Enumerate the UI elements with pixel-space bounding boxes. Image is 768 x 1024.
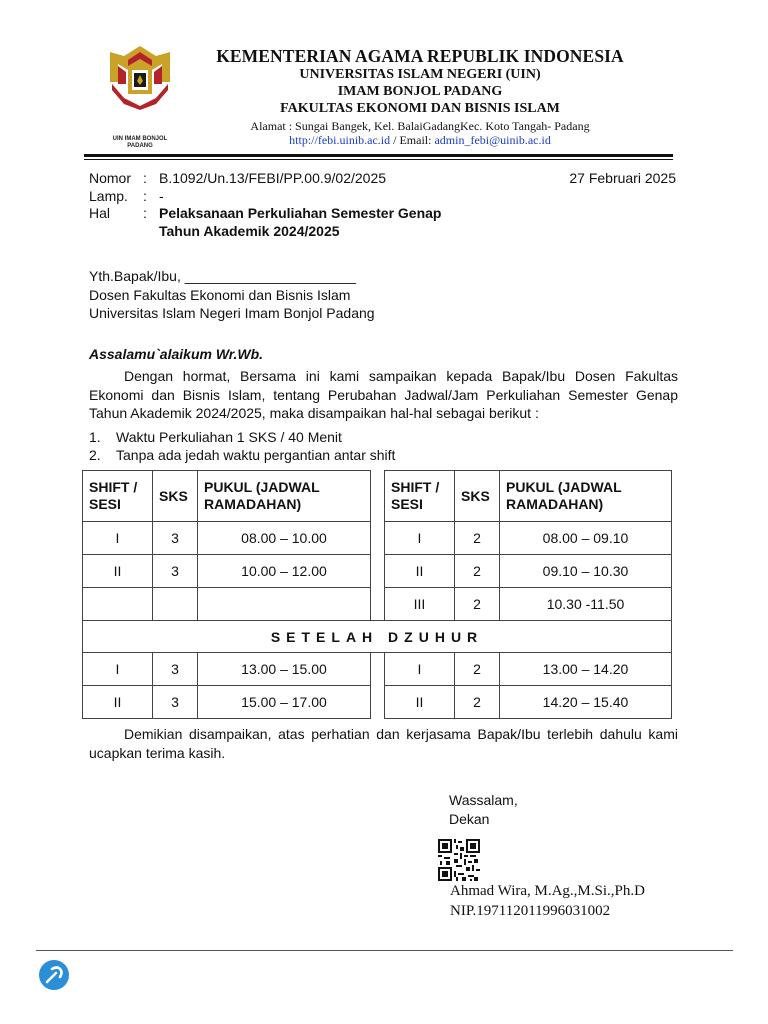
lamp-label: Lamp.: [89, 187, 128, 204]
signer-title: Dekan: [449, 811, 490, 827]
colon: :: [143, 170, 147, 186]
hal-row: [89, 205, 679, 240]
header-sks-right: SKS: [455, 471, 500, 522]
cell-shift-right: II: [385, 686, 455, 719]
cell-sks-right: 2: [455, 555, 500, 588]
letterhead-thick-rule: [84, 154, 673, 157]
letterhead-thin-rule: [84, 159, 673, 160]
website-link[interactable]: http://febi.uinib.ac.id: [289, 133, 391, 147]
addressee: [89, 267, 375, 323]
intro-paragraph: Dengan hormat, Bersama ini kami sampaikan kepada Bapak/Ibu Dosen Fakultas Ekonomi dan Bisnis Islam, tentang Perubahan Jadwal/Jam Perkuliahan Semester Genap Tahun Akademik 2024/2025, maka disampaikan hal-hal sebagai berikut :: [89, 368, 678, 421]
cell-time-right: 13.00 – 14.20: [500, 653, 672, 686]
cell-time-left: 08.00 – 10.00: [198, 522, 371, 555]
table-row: [83, 555, 672, 588]
lamp-value: -: [159, 187, 164, 204]
hal-line-2: Tahun Akademik 2024/2025: [159, 222, 340, 239]
cell-time-right: 09.10 – 10.30: [500, 555, 672, 588]
university-name: IMAM BONJOL PADANG: [337, 84, 503, 99]
cell-shift-right: I: [385, 522, 455, 555]
addressee-line-3: Universitas Islam Negeri Imam Bonjol Padang: [89, 305, 375, 321]
header-sks-left: SKS: [153, 471, 198, 522]
hal-line-1: Pelaksanaan Perkuliahan Semester Genap: [159, 205, 442, 221]
signer-info: [450, 881, 645, 921]
table-gap: [371, 555, 385, 588]
cell-sks-right: 2: [455, 588, 500, 621]
header-pukul-left: PUKUL (JADWAL RAMADAHAN): [198, 471, 371, 522]
address: Alamat : Sungai Bangek, Kel. BalaiGadangKec. Koto Tangah- Padang: [250, 119, 590, 133]
separator-label: SETELAH DZUHUR: [83, 621, 672, 653]
cell-sks-right: 2: [455, 686, 500, 719]
cell-shift-right: I: [385, 653, 455, 686]
colon: :: [143, 187, 147, 204]
nomor-value: B.1092/Un.13/FEBI/PP.00.9/02/2025: [159, 170, 387, 186]
email-separator: / Email:: [390, 133, 435, 147]
table-header-row: [83, 471, 672, 522]
cell-sks-left: [153, 588, 198, 621]
closing-paragraph: Demikian disampaikan, atas perhatian dan kerjasama Bapak/Ibu terlebih dahulu kami ucapkan terima kasih.: [89, 726, 678, 761]
list-number: 2.: [89, 447, 101, 463]
cell-time-right: 14.20 – 15.40: [500, 686, 672, 719]
cell-shift-right: III: [385, 588, 455, 621]
cell-sks-left: 3: [153, 555, 198, 588]
table-row: [83, 653, 672, 686]
cell-sks-left: 3: [153, 686, 198, 719]
header-pukul-right: PUKUL (JADWAL RAMADAHAN): [500, 471, 672, 522]
cell-sks-right: 2: [455, 653, 500, 686]
cell-shift-left: II: [83, 555, 153, 588]
list-number: 1.: [89, 429, 101, 445]
cell-time-right: 08.00 – 09.10: [500, 522, 672, 555]
hal-label: Hal: [89, 205, 111, 221]
cell-shift-left: I: [83, 522, 153, 555]
signer-nip: NIP.197112011996031002: [450, 903, 611, 919]
signature-block: [449, 791, 518, 829]
table-gap: [371, 653, 385, 686]
greeting: Assalamu`alaikum Wr.Wb.: [89, 346, 264, 362]
table-gap: [371, 522, 385, 555]
contact-line: [190, 133, 650, 148]
cell-time-left: [198, 588, 371, 621]
faculty-name: FAKULTAS EKONOMI DAN BISNIS ISLAM: [280, 101, 560, 116]
cell-sks-right: 2: [455, 522, 500, 555]
table-row: [83, 686, 672, 719]
uin-emblem-icon: [104, 44, 176, 112]
cell-shift-left: [83, 588, 153, 621]
cell-time-right: 10.30 -11.50: [500, 588, 672, 621]
list-text: Tanpa ada jedah waktu pergantian antar shift: [116, 447, 396, 463]
header-shift-left: SHIFT / SESI: [83, 471, 153, 522]
points-list: [89, 428, 395, 464]
signer-name: Ahmad Wira, M.Ag.,M.Si.,Ph.D: [450, 883, 645, 899]
table-row: [83, 522, 672, 555]
nomor-label: Nomor: [89, 170, 132, 186]
addressee-line-1: Yth.Bapak/Ibu, ______________________: [89, 268, 357, 284]
table-row: [83, 588, 672, 621]
cell-sks-left: 3: [153, 522, 198, 555]
separator-row: [83, 621, 672, 653]
ministry-name: KEMENTERIAN AGAMA REPUBLIK INDONESIA: [216, 46, 624, 66]
letter-date: 27 Februari 2025: [569, 170, 676, 186]
qr-code-icon: [438, 839, 480, 886]
university-logo: [100, 44, 180, 150]
logo-caption: UIN IMAM BONJOL PADANG: [112, 136, 168, 149]
cell-time-left: 15.00 – 17.00: [198, 686, 371, 719]
table-gap: [371, 686, 385, 719]
email-link[interactable]: admin_febi@uinib.ac.id: [434, 133, 551, 147]
lamp-row: [89, 188, 679, 206]
cell-shift-left: II: [83, 686, 153, 719]
table-gap: [371, 588, 385, 621]
schedule-table: [82, 470, 672, 719]
hal-value: [159, 205, 679, 240]
colon: :: [143, 205, 147, 221]
cell-sks-left: 3: [153, 653, 198, 686]
addressee-line-2: Dosen Fakultas Ekonomi dan Bisnis Islam: [89, 286, 351, 303]
table-gap: [371, 471, 385, 522]
letterhead: [190, 46, 650, 148]
header-shift-right: SHIFT / SESI: [385, 471, 455, 522]
footer-divider: [36, 950, 733, 951]
wassalam-text: Wassalam,: [449, 792, 518, 808]
cell-shift-left: I: [83, 653, 153, 686]
list-item: [89, 428, 395, 446]
university-type: UNIVERSITAS ISLAM NEGERI (UIN): [299, 67, 541, 82]
cell-shift-right: II: [385, 555, 455, 588]
cell-time-left: 13.00 – 15.00: [198, 653, 371, 686]
scribd-logo-icon[interactable]: [38, 959, 70, 996]
list-text: Waktu Perkuliahan 1 SKS / 40 Menit: [116, 429, 342, 445]
list-item: [89, 446, 395, 464]
cell-time-left: 10.00 – 12.00: [198, 555, 371, 588]
